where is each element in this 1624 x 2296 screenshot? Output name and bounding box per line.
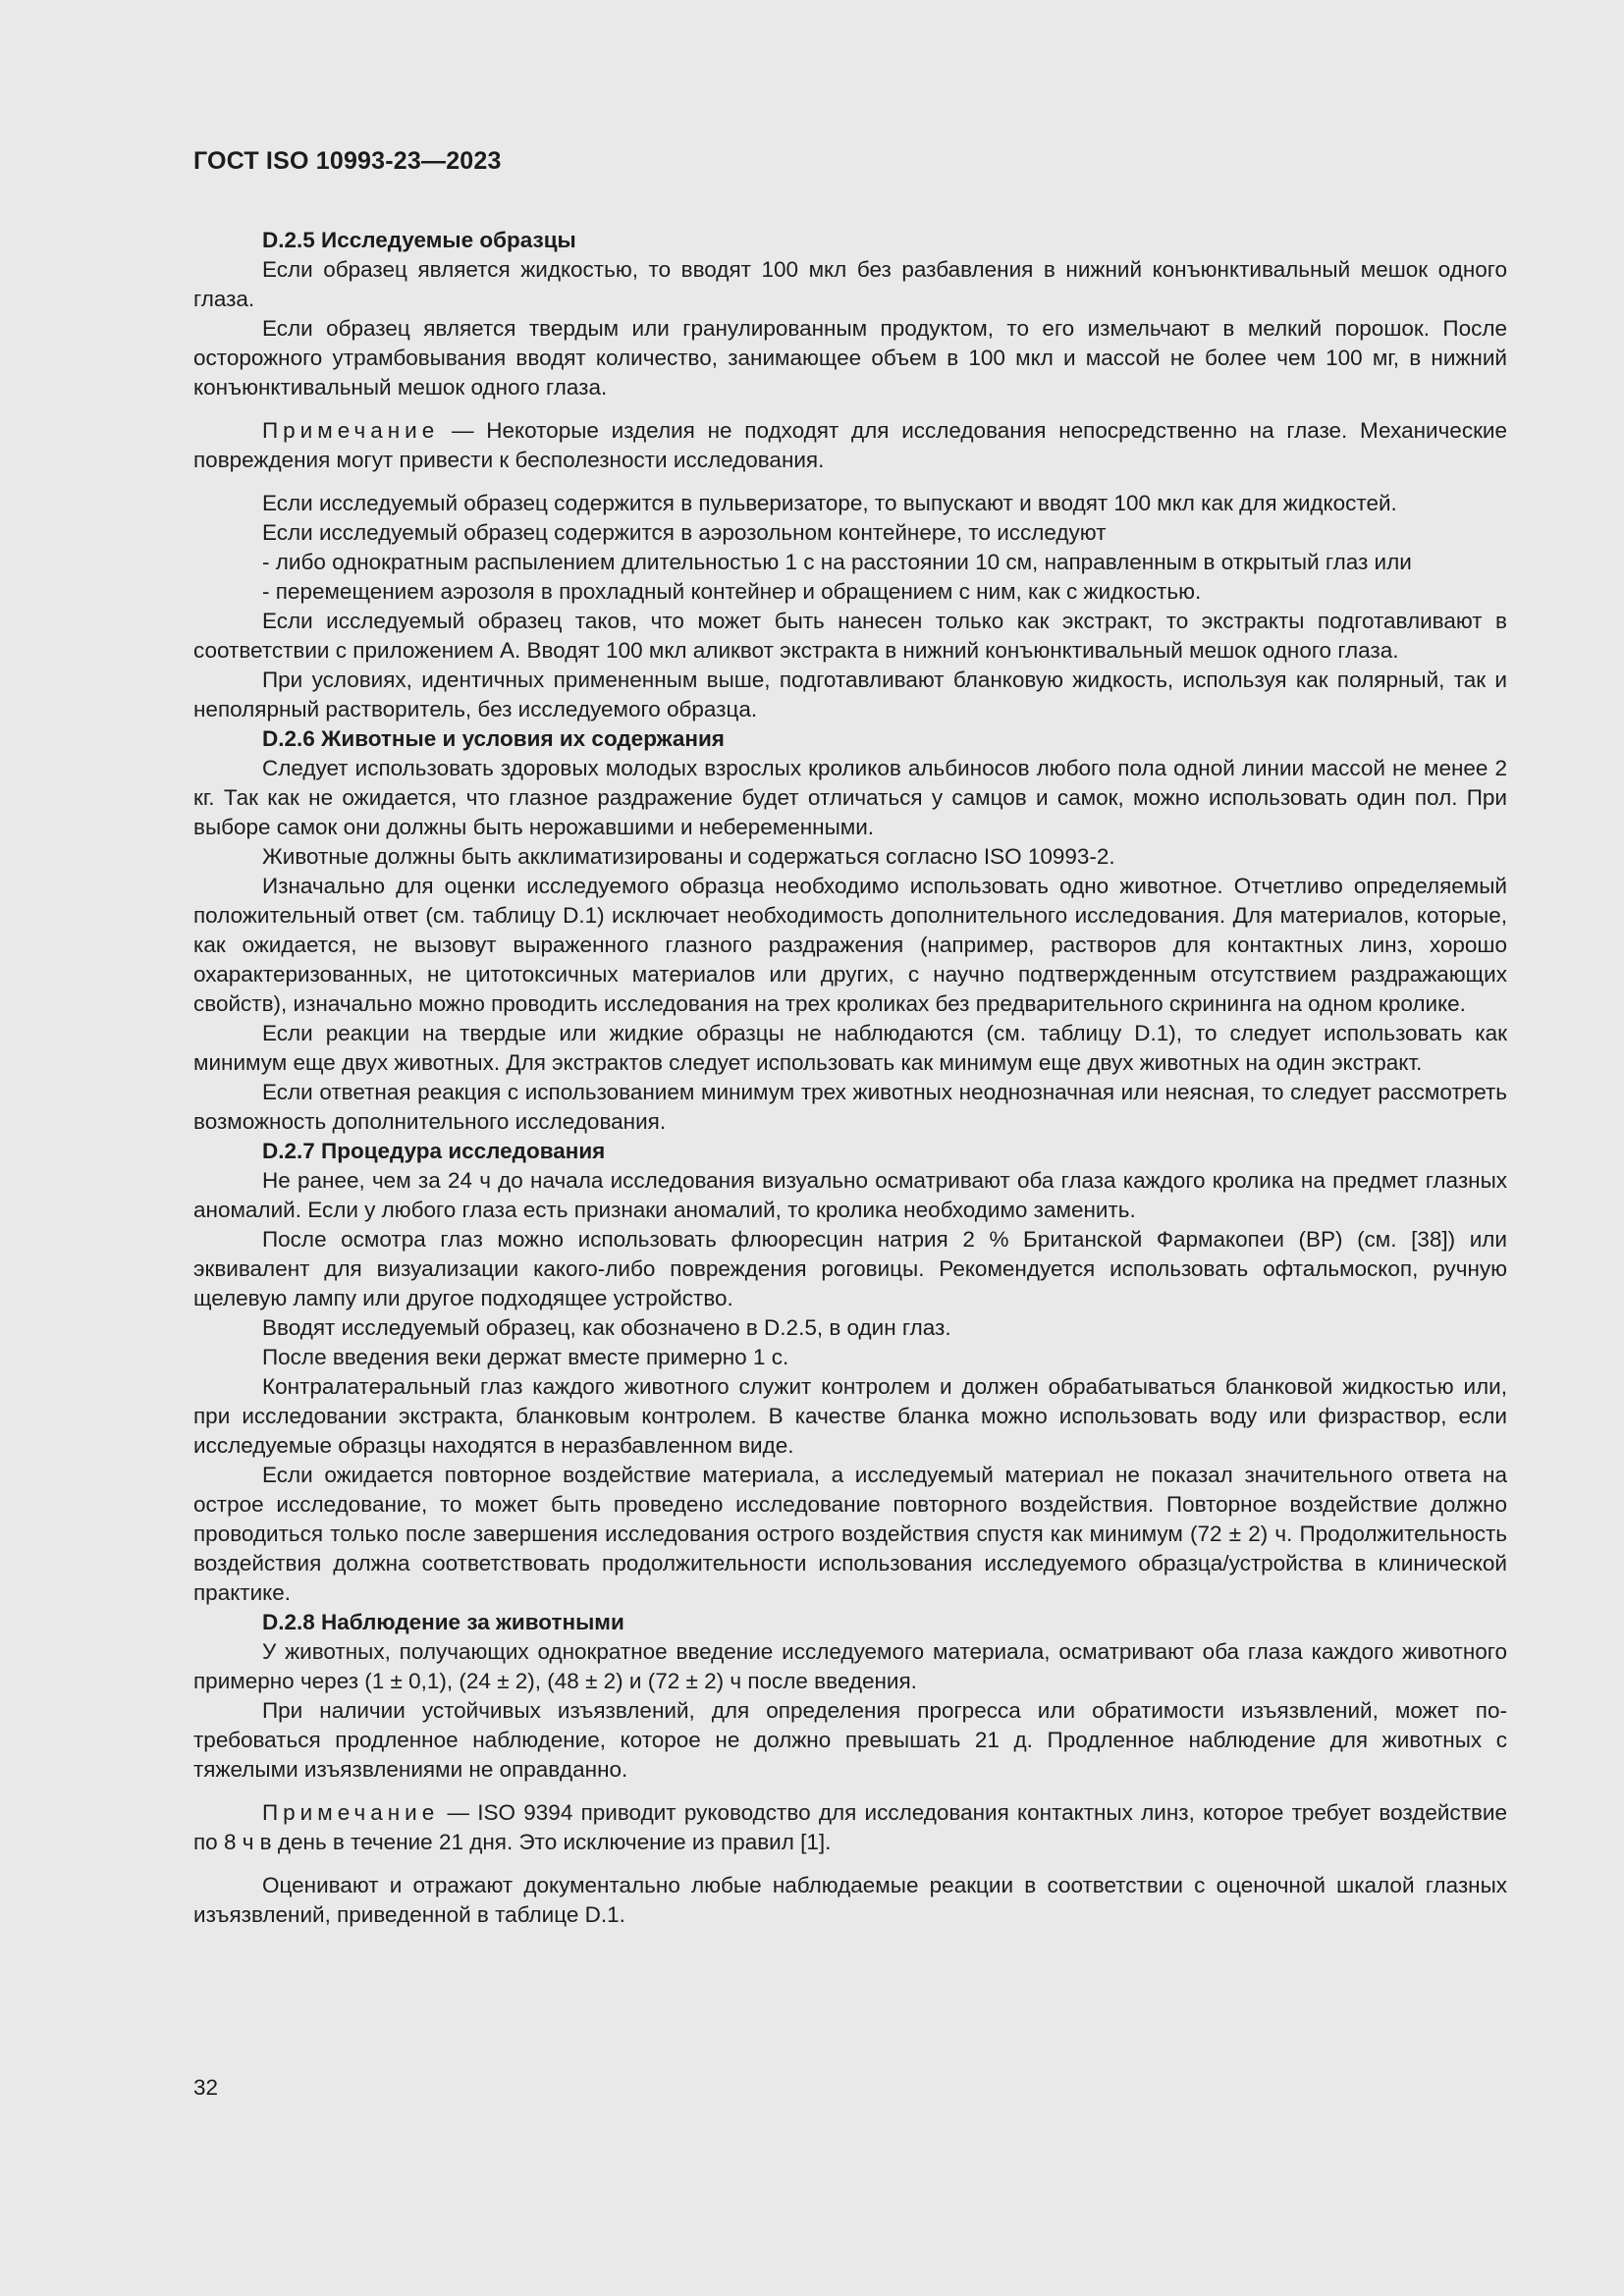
note-text: — Некоторые изделия не подходят для исследования непосредственно на глазе. Механические повреждения могут привести к бесполезности исследования.: [193, 418, 1507, 472]
body-paragraph: - перемещением аэрозоля в прохладный контейнер и обращением с ним, как с жидкостью.: [262, 579, 1202, 604]
body-paragraph: После осмотра глаз можно использовать флюоресцин натрия 2 % Британской Фармакопеи (BP) (см. [38]) или эквивалент для визуализации какого-либо повреждения роговицы. Рекомендуется использовать офтальмоскоп, ручную щелевую лампу или другое подходящее устройство.: [193, 1227, 1507, 1310]
document-header-title: ГОСТ ISO 10993-23—2023: [193, 147, 502, 175]
body-paragraph: При наличии устойчивых изъязвлений, для определения прогресса или обратимости изъязвлений, может потребоваться продленное наблюдение, которое не должно превышать 21 д. Продленное наблюдение для животных с тяжелыми изъязвлениями не оправданно.: [193, 1698, 1507, 1782]
body-paragraph: При условиях, идентичных примененным выше, подготавливают бланковую жидкость, используя как полярный, так и неполярный растворитель, без исследуемого образца.: [193, 667, 1507, 721]
page-number: 32: [193, 2075, 219, 2100]
body-paragraph: Контралатеральный глаз каждого животного служит контролем и должен обрабатываться бланковой жидкостью или, при исследовании экстракта, бланковым контролем. В качестве бланка можно использовать воду или физраствор, если исследуемые образцы находятся в неразбавленном виде.: [193, 1374, 1507, 1458]
body-paragraph: Если исследуемый образец содержится в аэрозольном контейнере, то исследуют: [262, 520, 1107, 545]
section-heading: D.2.5 Исследуемые образцы: [262, 228, 576, 252]
body-paragraph: Следует использовать здоровых молодых взрослых кроликов альбиносов любого пола одной линии массой не менее 2 кг. Так как не ожидается, что глазное раздражение будет отличаться у самцов и самок, можно использовать один пол. При выборе самок они должны быть нерожавшими и небеременными.: [193, 756, 1507, 839]
note-text: — ISO 9394 приводит руководство для исследования контактных линз, которое требует воздействие по 8 ч в день в течение 21 дня. Это исключение из правил [1].: [193, 1800, 1507, 1854]
body-paragraph: Оценивают и отражают документально любые наблюдаемые реакции в соответствии с оценочной шкалой глазных изъязвлений, приведенной в таблице D.1.: [193, 1873, 1507, 1927]
note-paragraph: [193, 1798, 1507, 1857]
body-paragraph: - либо однократным распылением длительностью 1 с на расстоянии 10 см, направленным в открытый глаз или: [262, 550, 1412, 574]
section-heading: D.2.6 Животные и условия их содержания: [262, 726, 725, 751]
body-paragraph: Если реакции на твердые или жидкие образцы не наблюдаются (см. таблицу D.1), то следует использовать как минимум еще двух животных. Для экстрактов следует использовать как минимум еще двух животных на один экстракт.: [193, 1021, 1507, 1075]
note-label: Примечание: [262, 418, 440, 443]
body-paragraph: Вводят исследуемый образец, как обозначено в D.2.5, в один глаз.: [262, 1315, 951, 1340]
section-heading: D.2.7 Процедура исследования: [262, 1139, 606, 1163]
body-paragraph: Если образец является жидкостью, то вводят 100 мкл без разбавления в нижний конъюнктивальный мешок одного глаза.: [193, 257, 1507, 311]
body-paragraph: Животные должны быть акклиматизированы и содержаться согласно ISO 10993-2.: [262, 844, 1115, 869]
section-heading: D.2.8 Наблюдение за животными: [262, 1610, 624, 1634]
note-label: Примечание: [262, 1800, 440, 1825]
body-paragraph: Не ранее, чем за 24 ч до начала исследования визуально осматривают оба глаза каждого кролика на предмет глазных аномалий. Если у любого глаза есть признаки аномалий, то кролика необходимо заменить.: [193, 1168, 1507, 1222]
body-paragraph: Если образец является твердым или гранулированным продуктом, то его измельчают в мелкий порошок. После осторожного утрамбовывания вводят количество, занимающее объем в 100 мкл и массой не более чем 100 мг, в нижний конъюнктивальный мешок одного глаза.: [193, 316, 1507, 400]
body-paragraph: Если ответная реакция с использованием минимум трех животных неоднозначная или неясная, то следует рассмотреть возможность дополнительного исследования.: [193, 1080, 1507, 1134]
body-paragraph: У животных, получающих однократное введение исследуемого материала, осматривают оба глаза каждого животного примерно через (1 ± 0,1), (24 ± 2), (48 ± 2) и (72 ± 2) ч после введения.: [193, 1639, 1507, 1693]
note-paragraph: [193, 416, 1507, 475]
body-paragraph: Если ожидается повторное воздействие материала, а исследуемый материал не показал значительного ответа на острое исследование, то может быть проведено исследование повторного воздействия. Повторное воздействие должно проводиться только после завершения исследования острого воздействия спустя как минимум (72 ± 2) ч. Продолжительность воздействия должна соответствовать продолжительности использования исследуемого образца/устройства в клинической практике.: [193, 1463, 1507, 1605]
body-paragraph: Изначально для оценки исследуемого образца необходимо использовать одно животное. Отчетливо определяемый положительный ответ (см. таблицу D.1) исключает необходимость дополнительного исследования. Для материалов, которые, как ожидается, не вызовут выраженного глазного раздражения (например, растворов для контактных линз, хорошо охарактеризованных, не цитотоксичных материалов или других, с научно подтвержденным отсутствием раздражающих свойств), изначально можно проводить исследования на трех кроликах без предварительного скрининга на одном кролике.: [193, 874, 1507, 1016]
body-paragraph: После введения веки держат вместе примерно 1 с.: [262, 1345, 789, 1369]
document-body: [193, 226, 1507, 1930]
body-paragraph: Если исследуемый образец содержится в пульверизаторе, то выпускают и вводят 100 мкл как для жидкостей.: [262, 491, 1397, 515]
body-paragraph: Если исследуемый образец таков, что может быть нанесен только как экстракт, то экстракты подготавливают в соответствии с приложением А. Вводят 100 мкл аликвот экстракта в нижний конъюнктивальный мешок одного глаза.: [193, 609, 1507, 663]
